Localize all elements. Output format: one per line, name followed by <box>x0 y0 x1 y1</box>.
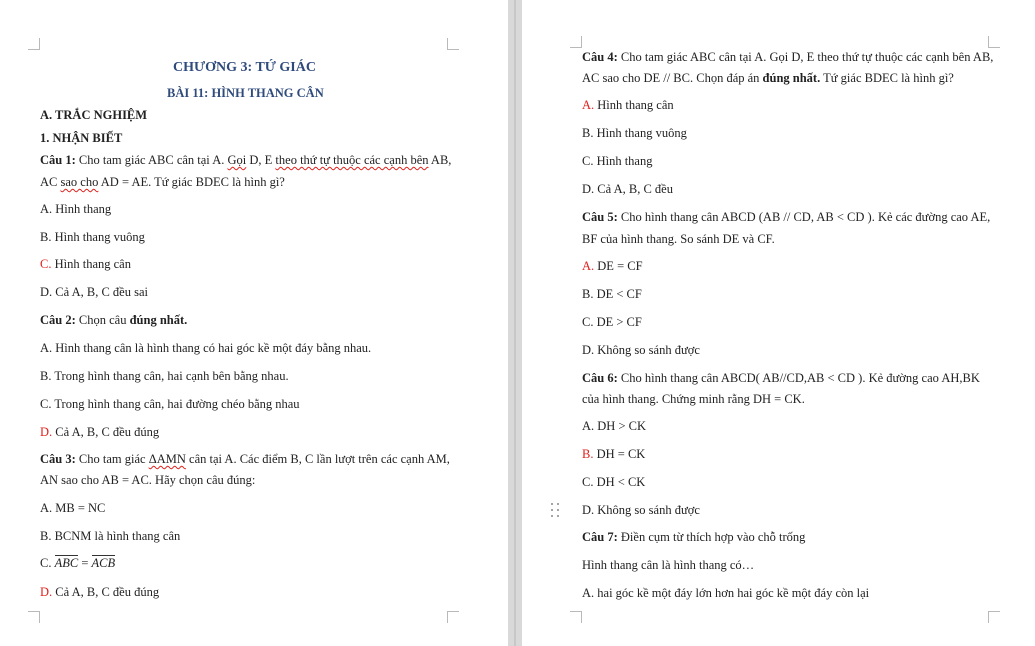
document-page-right[interactable] <box>522 0 1035 646</box>
question-2-option-b: B. Trong hình thang cân, hai cạnh bên bằng nhau. <box>40 369 289 383</box>
chapter-title: CHƯƠNG 3: TỨ GIÁC <box>173 60 316 75</box>
question-4-option-a: A. Hình thang cân <box>582 98 674 112</box>
question-1-option-d: D. Cả A, B, C đều sai <box>40 285 148 299</box>
question-6-option-c: C. DH < CK <box>582 475 646 489</box>
question-6-option-a: A. DH > CK <box>582 419 646 433</box>
question-3-line-2: AN sao cho AB = AC. Hãy chọn câu đúng: <box>40 473 256 487</box>
question-6-option-d: D. Không so sánh được <box>582 503 700 517</box>
question-1-option-a: A. Hình thang <box>40 202 112 216</box>
question-5-line-2: BF của hình thang. So sánh DE và CF. <box>582 232 775 246</box>
question-6-line-2: của hình thang. Chứng minh rằng DH = CK. <box>582 392 805 406</box>
crop-mark-bottom-right <box>447 611 459 623</box>
section-heading: A. TRẮC NGHIỆM <box>40 108 148 122</box>
question-2-option-a: A. Hình thang cân là hình thang có hai góc kề một đáy bằng nhau. <box>40 341 372 355</box>
question-3-option-c: C. ABC = ACB <box>40 556 116 570</box>
question-1-option-c: C. Hình thang cân <box>40 257 131 271</box>
question-2-option-d: D. Cả A, B, C đều đúng <box>40 425 160 439</box>
crop-mark-top-right <box>447 38 459 50</box>
page-divider <box>514 0 516 646</box>
crop-mark-top-left <box>28 38 40 50</box>
question-4-option-b: B. Hình thang vuông <box>582 126 687 140</box>
question-7-label: Câu 7: <box>582 530 618 544</box>
question-2-stem: Câu 2: Chọn câu đúng nhất. <box>40 313 188 327</box>
question-5-option-b: B. DE < CF <box>582 287 642 301</box>
answer-marker: B. <box>582 447 594 461</box>
lesson-title: BÀI 11: HÌNH THANG CÂN <box>167 86 324 100</box>
question-3-label: Câu 3: <box>40 452 76 466</box>
drag-handle-icon[interactable] <box>551 503 561 519</box>
question-4-label: Câu 4: <box>582 50 618 64</box>
answer-marker: A. <box>582 259 595 273</box>
question-6-option-b: B. DH = CK <box>582 447 646 461</box>
question-2-label: Câu 2: <box>40 313 76 327</box>
crop-mark-bottom-right <box>988 611 1000 623</box>
question-7-option-a: A. hai góc kề một đáy lớn hơn hai góc kề một đáy còn lại <box>582 586 870 600</box>
angle-abc: ABC <box>54 556 79 570</box>
question-7-prompt: Hình thang cân là hình thang có… <box>582 558 755 572</box>
document-page-left[interactable] <box>0 0 508 646</box>
angle-acb: ACB <box>91 556 116 570</box>
question-3-line-1: Câu 3: Cho tam giác ΔAMN cân tại A. Các điểm B, C lần lượt trên các cạnh AM, <box>40 452 450 466</box>
question-3-option-b: B. BCNM là hình thang cân <box>40 529 181 543</box>
question-5-option-a: A. DE = CF <box>582 259 643 273</box>
crop-mark-top-right <box>988 36 1000 48</box>
crop-mark-top-left <box>570 36 582 48</box>
question-4-line-1: Câu 4: Cho tam giác ABC cân tại A. Gọi D, E theo thứ tự thuộc các cạnh bên AB, <box>582 50 994 64</box>
question-1-option-b: B. Hình thang vuông <box>40 230 145 244</box>
question-1-line-2: AC sao cho AD = AE. Tứ giác BDEC là hình gì? <box>40 175 285 189</box>
question-6-line-1: Câu 6: Cho hình thang cân ABCD( AB//CD,AB < CD ). Kẻ đường cao AH,BK <box>582 371 980 385</box>
question-1-line-1: Câu 1: Cho tam giác ABC cân tại A. Gọi D, E theo thứ tự thuộc các cạnh bên AB, <box>40 153 452 167</box>
question-5-option-d: D. Không so sánh được <box>582 343 700 357</box>
answer-marker: D. <box>40 425 53 439</box>
question-4-option-c: C. Hình thang <box>582 154 653 168</box>
question-2-option-c: C. Trong hình thang cân, hai đường chéo bằng nhau <box>40 397 300 411</box>
answer-marker: D. <box>40 585 53 599</box>
question-3-option-d: D. Cả A, B, C đều đúng <box>40 585 160 599</box>
question-1-label: Câu 1: <box>40 153 76 167</box>
question-6-label: Câu 6: <box>582 371 618 385</box>
question-3-option-a: A. MB = NC <box>40 501 106 515</box>
crop-mark-bottom-left <box>570 611 582 623</box>
answer-marker: C. <box>40 257 52 271</box>
crop-mark-bottom-left <box>28 611 40 623</box>
subsection-heading: 1. NHẬN BIẾT <box>40 131 123 145</box>
question-5-line-1: Câu 5: Cho hình thang cân ABCD (AB // CD, AB < CD ). Kẻ các đường cao AE, <box>582 210 991 224</box>
question-5-label: Câu 5: <box>582 210 618 224</box>
question-5-option-c: C. DE > CF <box>582 315 642 329</box>
answer-marker: A. <box>582 98 595 112</box>
question-4-line-2: AC sao cho DE // BC. Chọn đáp án đúng nhất. Tứ giác BDEC là hình gì? <box>582 71 954 85</box>
question-7-stem: Câu 7: Điền cụm từ thích hợp vào chỗ trống <box>582 530 806 544</box>
question-4-option-d: D. Cả A, B, C đều <box>582 182 673 196</box>
